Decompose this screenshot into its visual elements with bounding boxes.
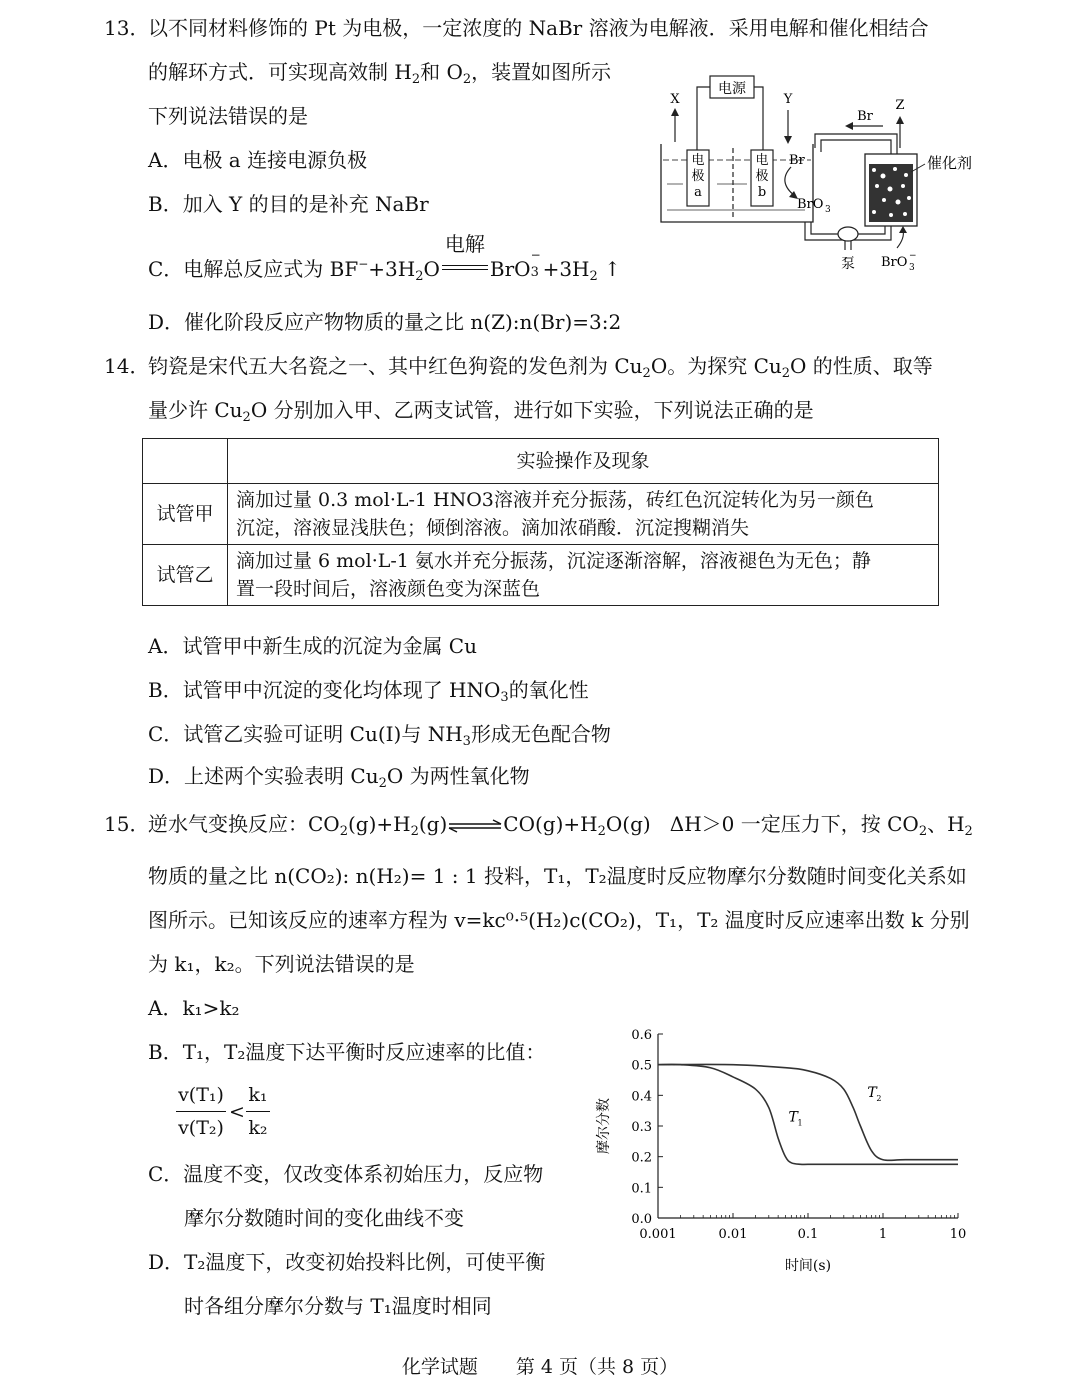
q15-stem-line3: 图所示。已知该反应的速率方程为 v=kc⁰·⁵(H₂)c(CO₂)，T₁，T₂ 温度时反应速率出数 k 分别 <box>148 908 970 932</box>
q15-option-b-fraction <box>176 1082 286 1146</box>
fraction-lt: < <box>229 1101 245 1123</box>
q13-oc-arrow: ↑ <box>604 257 621 281</box>
x-tick-label: 0.001 <box>639 1227 677 1242</box>
arrow-y-head <box>784 136 792 144</box>
row-content <box>228 545 939 606</box>
q15-option-a: A．k₁>k₂ <box>148 996 240 1020</box>
fraction-left-den: v(T₂) <box>178 1117 224 1139</box>
arrow-z-head <box>896 116 904 124</box>
q14-sub: 3 <box>462 734 471 749</box>
q14-ob-a: B．试管甲中沉淀的变化均体现了 HNO <box>148 678 501 702</box>
chart-ticks <box>631 1028 966 1242</box>
q14-oc-b: 形成无色配合物 <box>470 722 611 746</box>
q13-option-a: A．电极 a 连接电源负极 <box>148 148 368 172</box>
q14-oc-a: C．试管乙实验可证明 Cu(I)与 NH <box>148 722 463 746</box>
q15-s1e: O(g) <box>605 812 651 836</box>
chart-ylabel: 摩尔分数 <box>596 1098 612 1154</box>
q15-equilibrium-arrow <box>447 819 503 833</box>
q14-od-a: D．上述两个实验表明 Cu <box>148 764 379 788</box>
q15-s1b: (g)+H <box>347 812 411 836</box>
y-tick-label: 0.3 <box>631 1120 652 1135</box>
q13-oc-sub: 2 <box>415 269 424 284</box>
q13-oc-condition <box>440 232 490 278</box>
q14-sub: 2 <box>781 366 791 381</box>
electrode-b-label-3: b <box>757 185 767 200</box>
fraction-right-num: k₁ <box>248 1084 268 1106</box>
q13-oc-sup2: − <box>530 248 541 262</box>
q13-oc-sup: − <box>358 257 369 271</box>
y-tick-label: 0.2 <box>631 1150 652 1166</box>
fraction-left-num: v(T₁) <box>178 1084 224 1106</box>
table-corner-cell <box>143 439 228 484</box>
q13-oc-prefix: C．电解总反应式为 BF <box>148 257 359 281</box>
q14-sub: 2 <box>642 366 651 381</box>
label-catalyst: 催化剂 <box>927 154 973 172</box>
q15-option-c-line2: 摩尔分数随时间的变化曲线不变 <box>184 1206 464 1230</box>
q14-s1a: 钧瓷是宋代五大名瓷之一、其中红色狗瓷的发色剂为 Cu <box>148 354 643 378</box>
q15-option-d-line1: D．T₂温度下，改变初始投料比例，可使平衡 <box>148 1250 546 1274</box>
wire-left <box>697 87 710 150</box>
q13-oc-sub2: 3 <box>530 265 539 280</box>
q14-option-d <box>148 762 530 798</box>
q14-sub: 2 <box>242 410 251 425</box>
x-tick-label: 10 <box>949 1227 967 1242</box>
q13-oc-tail: +3H <box>542 257 590 281</box>
y-tick-label: 0.5 <box>631 1058 652 1074</box>
table-row <box>143 545 939 606</box>
q13-oc-double-line <box>442 265 488 270</box>
q13-stem-line2-b: 和 O <box>420 60 463 84</box>
arrow-br-head <box>845 122 853 130</box>
q13-oc-subsup <box>530 248 543 283</box>
series-label-t2: T <box>867 1084 877 1101</box>
power-label: 电源 <box>718 81 746 97</box>
arrow-x-head <box>671 108 679 116</box>
table-header-row <box>143 439 939 484</box>
experiment-table <box>142 438 939 606</box>
row-label: 试管甲 <box>143 484 228 545</box>
q14-stem-line2 <box>148 396 814 432</box>
fraction-left-bar <box>176 1111 226 1112</box>
page-footer: 化学试题 第 4 页（共 8 页） <box>401 1356 679 1378</box>
row-line: 滴加过量 0.3 mol·L-1 HNO3溶液并充分振荡，砖红色沉淀转化为另一颜色 <box>236 489 874 511</box>
q14-number: 14． <box>104 354 150 378</box>
q13-oc-mid: +3H <box>368 257 416 281</box>
bro3-arrowhead <box>899 226 907 233</box>
chart-xlabel: 时间(s) <box>784 1258 832 1274</box>
q15-sub: 2 <box>918 824 928 839</box>
label-bro3-bottom: BrO <box>881 255 908 270</box>
label-x: X <box>670 92 680 107</box>
x-tick-label: 1 <box>878 1227 888 1242</box>
table-row <box>143 484 939 545</box>
series-line-t1 <box>658 1064 958 1164</box>
q14-ob-b: 的氧化性 <box>508 678 589 702</box>
q13-oc-o: O <box>423 257 440 281</box>
y-tick-label: 0.4 <box>631 1089 652 1105</box>
label-bro3-bottom-sup: − <box>909 251 917 261</box>
electrode-a-label-1: 电 <box>691 153 705 168</box>
q14-s2b: O 分别加入甲、乙两支试管，进行如下实验，下列说法正确的是 <box>250 398 814 422</box>
q15-number: 15． <box>104 812 150 836</box>
row-line: 置一段时间后，溶液颜色变为深蓝色 <box>236 578 541 600</box>
q15-sub: 2 <box>597 824 606 839</box>
pump <box>838 227 858 241</box>
q15-option-d-line2: 时各组分摩尔分数与 T₁温度时相同 <box>184 1294 492 1318</box>
label-br-minus: Br <box>789 153 805 168</box>
q14-s2a: 量少许 Cu <box>148 398 243 422</box>
q14-sub: 3 <box>500 690 509 705</box>
y-tick-label: 0.0 <box>631 1212 652 1227</box>
q14-od-b: O 为两性氧化物 <box>386 764 530 788</box>
q14-stem-line1 <box>148 352 933 388</box>
q14-s1c: O 的性质、取等 <box>790 354 933 378</box>
q15-s1a: 逆水气变换反应：CO <box>148 812 340 836</box>
q15-s1c: (g) <box>418 812 448 836</box>
table-header: 实验操作及现象 <box>228 439 939 484</box>
q14-s1b: O。为探究 Cu <box>650 354 782 378</box>
q13-sub: 2 <box>462 72 472 87</box>
series-label-sub-t2: 2 <box>876 1093 882 1103</box>
fraction-right-bar <box>246 1111 270 1112</box>
electrode-a-label-2: 极 <box>691 169 705 184</box>
y-tick-label: 0.6 <box>631 1028 652 1043</box>
q14-option-b <box>148 676 589 712</box>
chart-series <box>658 1064 958 1164</box>
label-z: Z <box>895 98 905 113</box>
chart-axes <box>658 1034 958 1218</box>
q15-option-b: B．T₁，T₂温度下达平衡时反应速率的比值： <box>148 1040 546 1064</box>
row-line: 滴加过量 6 mol·L-1 氨水并充分振荡，沉淀逐渐溶解，溶液褪色为无色；静 <box>236 550 871 572</box>
label-bro3-inner: BrO <box>797 197 824 212</box>
row-content <box>228 484 939 545</box>
label-pump: 泵 <box>841 256 855 272</box>
q13-stem-line1: 以不同材料修饰的 Pt 为电极，一定浓度的 NaBr 溶液为电解液．采用电解和催化相结合 <box>148 16 929 40</box>
x-tick-label: 0.01 <box>718 1227 748 1242</box>
q13-oc-prod: BrO <box>489 257 531 281</box>
label-bro3-bottom-sub: 3 <box>909 263 915 273</box>
row-label: 试管乙 <box>143 545 228 606</box>
electrode-b-label-1: 电 <box>755 153 769 168</box>
electrolysis-diagram <box>655 72 985 277</box>
series-label-t1: T <box>788 1109 798 1126</box>
mole-fraction-chart <box>590 1020 980 1280</box>
q13-stem-line2-c: ，装置如图所示 <box>471 60 612 84</box>
q13-stem-line2 <box>148 58 611 94</box>
label-bro3-inner-sub: 3 <box>825 205 831 215</box>
q13-stem-line3: 下列说法错误的是 <box>148 104 308 128</box>
electrode-b-label-2: 极 <box>755 169 769 184</box>
q13-sub: 2 <box>411 72 421 87</box>
fraction-right-den: k₂ <box>248 1117 268 1139</box>
series-label-sub-t1: 1 <box>797 1118 803 1128</box>
q13-option-b: B．加入 Y 的目的是补充 NaBr <box>148 192 429 216</box>
q15-stem-line1 <box>148 810 973 846</box>
q15-sub: 2 <box>339 824 348 839</box>
electrode-a-label-3: a <box>694 185 702 200</box>
pipe-top-outer <box>815 134 897 154</box>
y-tick-label: 0.1 <box>631 1181 652 1197</box>
q14-sub: 2 <box>378 776 387 791</box>
q14-option-c <box>148 720 611 756</box>
q13-number: 13． <box>104 16 150 40</box>
q13-stem-line2-a: 的解环方式．可实现高效制 H <box>148 60 412 84</box>
q15-s1d: CO(g)+H <box>503 812 598 836</box>
q13-option-d: D．催化阶段反应产物物质的量之比 n(Z):n(Br)=3:2 <box>148 310 622 334</box>
x-tick-label: 0.1 <box>797 1227 819 1242</box>
q13-oc-cond-text: 电解 <box>444 232 485 256</box>
equilibrium-arrow-icon <box>447 819 503 833</box>
label-y: Y <box>783 92 793 107</box>
q15-sub: 2 <box>410 824 419 839</box>
q15-s1f: ΔH＞0 一定压力下，按 CO <box>669 812 919 836</box>
q15-stem-line4: 为 k₁，k₂。下列说法错误的是 <box>148 952 415 976</box>
q13-option-c <box>148 232 621 291</box>
q15-option-c-line1: C．温度不变，仅改变体系初始压力，反应物 <box>148 1162 544 1186</box>
q14-option-a: A．试管甲中新生成的沉淀为金属 Cu <box>148 634 477 658</box>
pipe-top-inner <box>821 140 891 154</box>
q15-stem-line2: 物质的量之比 n(CO₂): n(H₂)= 1 : 1 投料，T₁，T₂温度时反应物摩尔分数随时间变化关系如 <box>148 864 967 888</box>
label-br-top: Br <box>857 109 873 124</box>
series-line-t2 <box>658 1064 958 1160</box>
wire-right <box>754 87 763 150</box>
row-line: 沉淀，溶液显浅肤色；倾倒溶液。滴加浓硝酸．沉淀搜糊消失 <box>236 517 750 539</box>
q15-s1g: 、H <box>927 812 965 836</box>
q15-sub: 2 <box>964 824 973 839</box>
q13-oc-sub3: 2 <box>589 269 598 284</box>
